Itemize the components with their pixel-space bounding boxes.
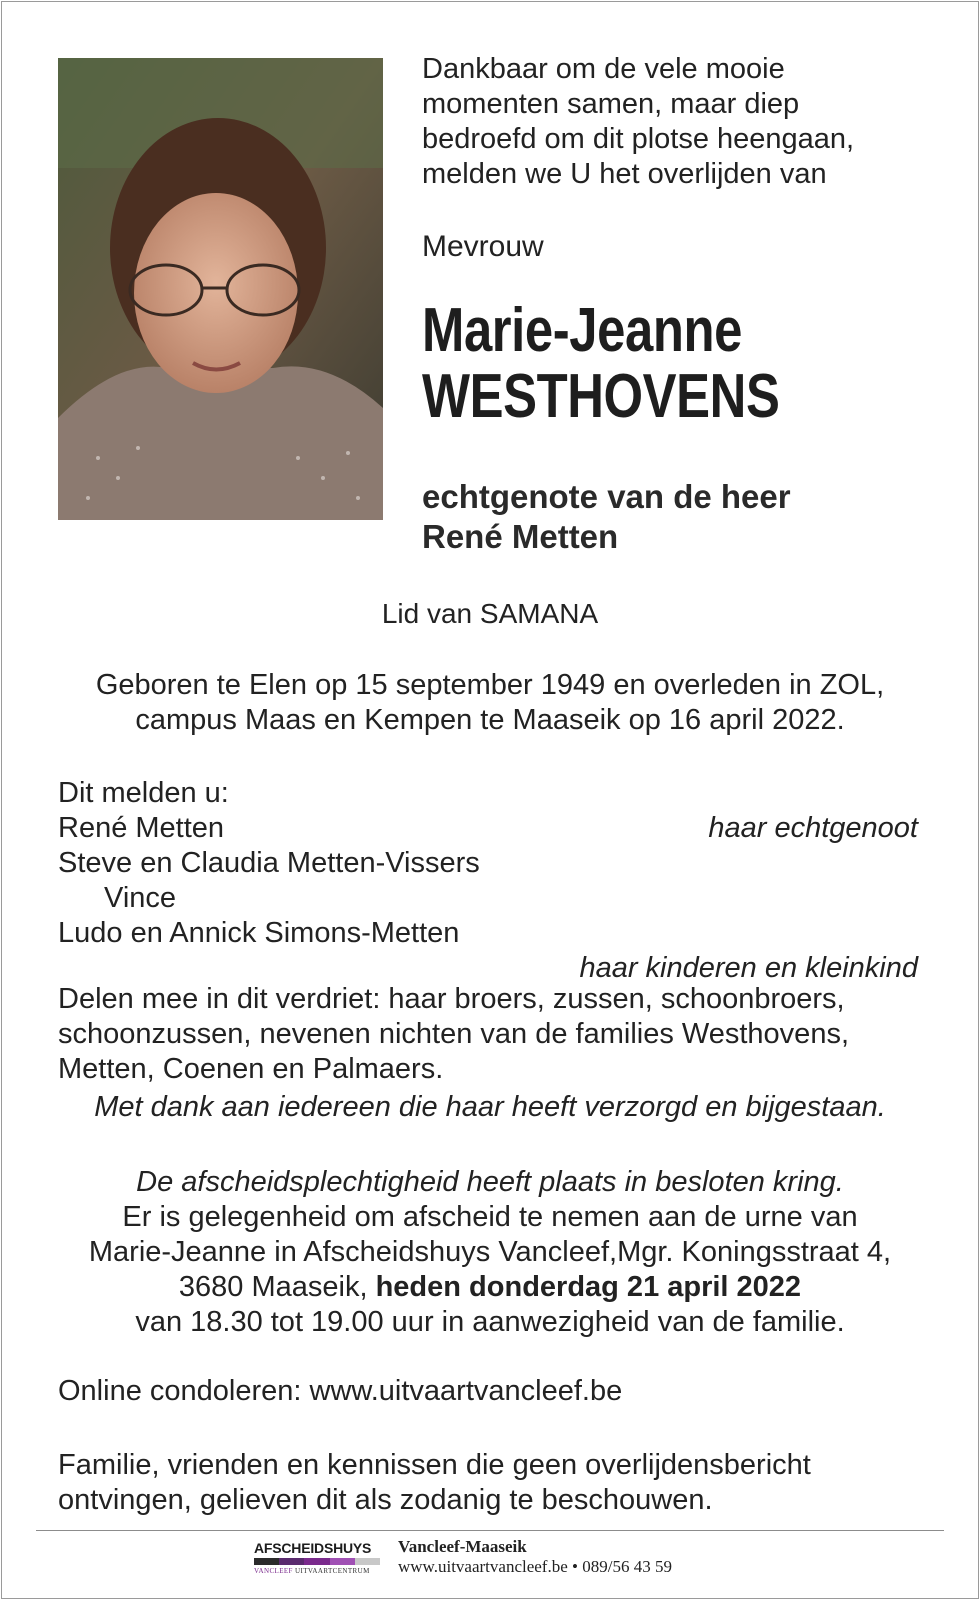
honorific: Mevrouw (422, 230, 544, 263)
logo-title: AFSCHEIDSHUYS (254, 1540, 372, 1556)
company-name: Vancleef-Maaseik (398, 1537, 527, 1556)
ceremony-info (0, 1165, 980, 1340)
death-line: campus Maas en Kempen te Maaseik op 16 april 2022. (135, 704, 845, 736)
spouse-info (422, 477, 791, 557)
spouse-line: echtgenote van de heer (422, 478, 791, 515)
mourner-name: Vince (104, 882, 177, 914)
ceremony-line: van 18.30 tot 19.00 uur in aanwezigheid van de familie. (135, 1306, 845, 1338)
funeral-home-logo (254, 1540, 380, 1590)
intro-line: melden we U het overlijden van (422, 158, 827, 190)
ceremony-address: 3680 Maaseik, (178, 1271, 376, 1303)
family-note (58, 1448, 811, 1518)
first-name: Marie-Jeanne (422, 296, 743, 365)
mourner-name: Steve en Claudia Metten-Vissers (58, 847, 480, 879)
separator-dot: • (572, 1557, 578, 1576)
birth-death-info (0, 668, 980, 738)
mourner-row (58, 811, 918, 846)
intro-line: bedroefd om dit plotse heengaan, (422, 123, 855, 155)
phone-number: 089/56 43 59 (582, 1557, 672, 1576)
online-condolence: Online condoleren: www.uitvaartvancleef.be (58, 1375, 623, 1407)
intro-text (422, 52, 942, 192)
ceremony-line: Marie-Jeanne in Afscheidshuys Vancleef,Mgr. Koningsstraat 4, (88, 1236, 892, 1268)
thanks-note: Met dank aan iedereen die haar heeft verzorgd en bijgestaan. (94, 1091, 886, 1123)
spouse-name: René Metten (422, 518, 619, 555)
website-link[interactable]: www.uitvaartvancleef.be (398, 1557, 568, 1576)
shared-grief (58, 982, 849, 1087)
logo-left: VANCLEEF (254, 1567, 293, 1575)
mourner-row (58, 916, 918, 951)
share-line: Metten, Coenen en Palmaers. (58, 1053, 444, 1085)
ceremony-date: heden donderdag 21 april 2022 (375, 1271, 802, 1303)
deceased-name (422, 298, 779, 430)
mourner-name: René Metten (58, 812, 225, 844)
intro-line: momenten samen, maar diep (422, 88, 800, 120)
membership: Lid van SAMANA (381, 598, 599, 629)
mourners-intro: Dit melden u: (58, 777, 229, 809)
mourner-relation: haar echtgenoot (708, 812, 918, 844)
logo-color-bar (254, 1558, 380, 1565)
ceremony-line: Er is gelegenheid om afscheid te nemen aan de urne van (122, 1201, 858, 1233)
birth-line: Geboren te Elen op 15 september 1949 en overleden in ZOL, (95, 669, 885, 701)
contact-line (398, 1557, 672, 1577)
share-line: schoonzussen, nevenen nichten van de families Westhovens, (58, 1018, 850, 1050)
mourners-list (58, 776, 918, 986)
intro-line: Dankbaar om de vele mooie (422, 53, 785, 85)
mourner-name: Ludo en Annick Simons-Metten (58, 917, 460, 949)
share-line: Delen mee in dit verdriet: haar broers, zussen, schoonbroers, (58, 983, 845, 1015)
logo-subtitle (254, 1567, 380, 1575)
last-name: WESTHOVENS (422, 362, 780, 431)
portrait-photo (58, 58, 383, 520)
ceremony-line (0, 1270, 980, 1305)
mourner-row (58, 951, 918, 986)
mourner-row (58, 846, 918, 881)
logo-right: UITVAARTCENTRUM (295, 1567, 370, 1575)
ceremony-line: De afscheidsplechtigheid heeft plaats in besloten kring. (136, 1166, 844, 1198)
family-note-line: Familie, vrienden en kennissen die geen overlijdensbericht (58, 1449, 811, 1481)
family-note-line: ontvingen, gelieven dit als zodanig te beschouwen. (58, 1484, 713, 1516)
footer-contact (398, 1537, 672, 1577)
mourner-row (58, 881, 918, 916)
footer-divider (36, 1530, 944, 1531)
mourner-relation: haar kinderen en kleinkind (579, 952, 918, 984)
